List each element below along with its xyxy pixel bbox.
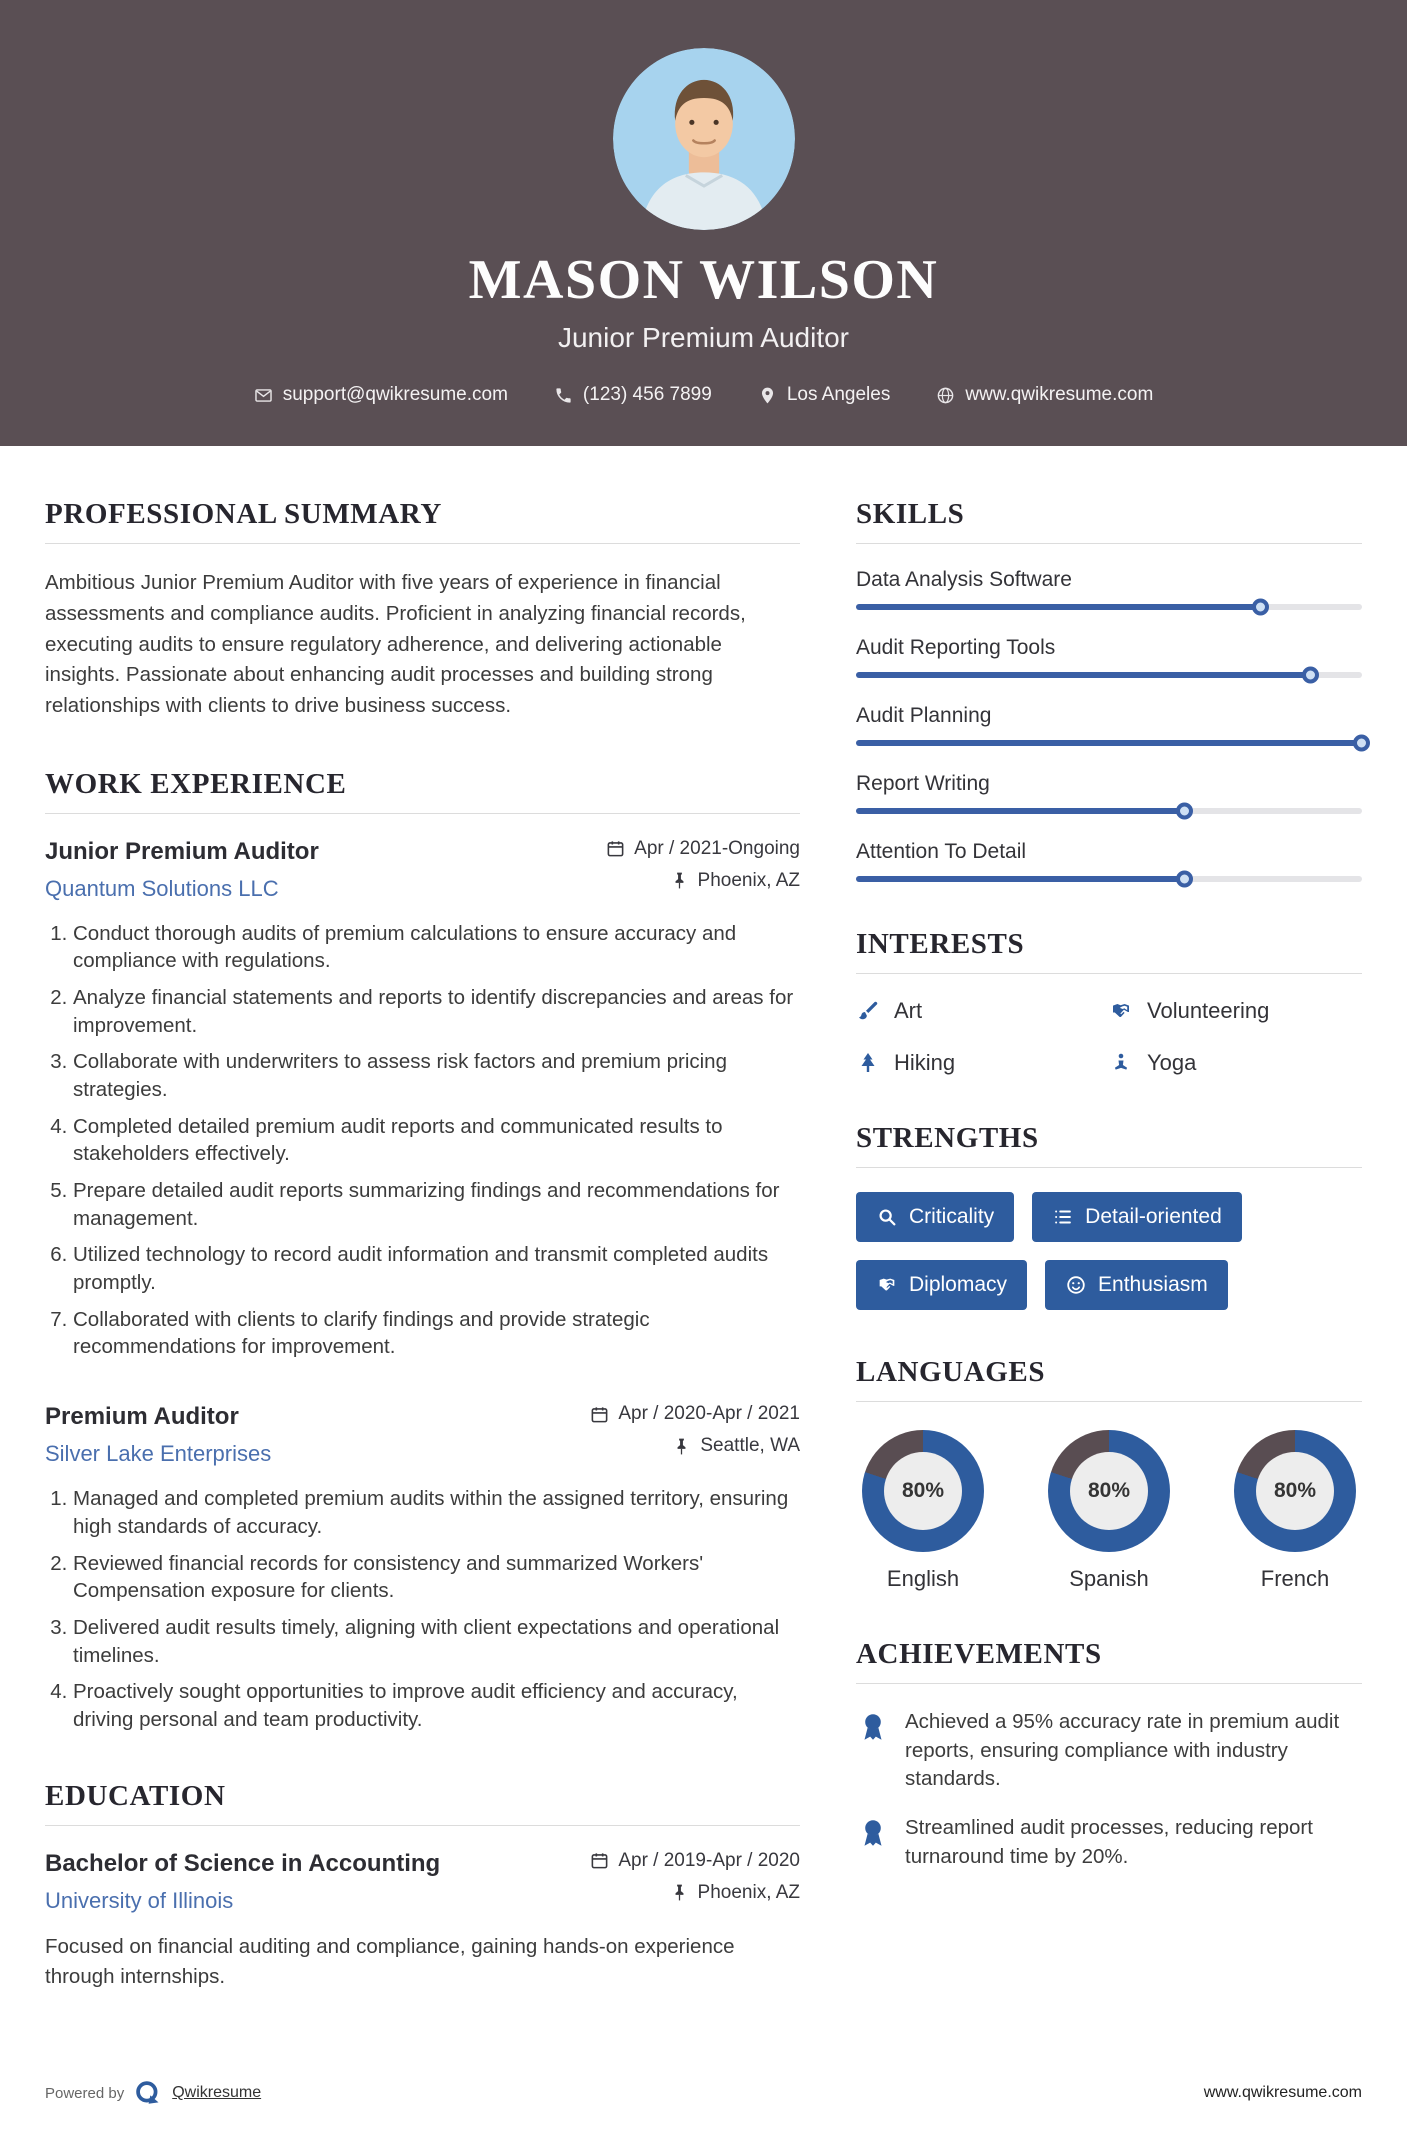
contact-website[interactable] [936,384,1153,406]
magnifier-icon [876,1206,898,1228]
job-bullet: 7. Collaborated with clients to clarify findings and provide strategic recommendations for improvement. [73,1306,800,1361]
achievement-item [856,1708,1362,1794]
job-bullet: 4. Proactively sought opportunities to improve audit efficiency and accuracy, driving personal and team productivity. [73,1678,800,1733]
education-title-block [45,1850,440,1914]
hands-icon [1109,999,1133,1023]
language-donut-chart [862,1430,984,1552]
award-icon [856,1710,890,1744]
skills-heading: SKILLS [856,498,1362,544]
calendar-icon [590,1405,609,1424]
section-languages [856,1356,1362,1592]
donut-hole [1070,1452,1148,1530]
left-column [45,498,800,2039]
footer-website: www.qwikresume.com [1203,2084,1362,2102]
skill-item [856,704,1362,746]
job-location-text: Phoenix, AZ [697,869,800,891]
strength-label: Enthusiasm [1098,1273,1208,1296]
education-location [590,1882,800,1904]
language-percent: 80% [901,1479,945,1502]
footer-branding [45,2079,261,2107]
job-dates-text: Apr / 2020-Apr / 2021 [618,1403,800,1425]
job-dates [590,1403,800,1425]
skill-bar-fill [856,604,1261,610]
interest-item [856,1050,1109,1076]
job-location-text: Seattle, WA [700,1435,800,1457]
email-icon [254,386,273,405]
pushpin-icon [670,1883,689,1902]
strength-badge [856,1260,1027,1310]
skill-label: Report Writing [856,772,990,795]
skill-bar-fill [856,876,1185,882]
section-education [45,1780,800,1994]
interest-item [856,998,1109,1024]
language-percent: 80% [1273,1479,1317,1502]
contact-phone[interactable] [554,384,712,406]
job-bullet: 2. Analyze financial statements and reports to identify discrepancies and areas for improvement. [73,984,800,1039]
education-meta-block [590,1850,800,1914]
job-dates-text: Apr / 2021-Ongoing [634,837,800,859]
degree-title: Bachelor of Science in Accounting [45,1849,441,1877]
skill-item [856,636,1362,678]
skill-label: Data Analysis Software [856,568,1072,591]
header [0,0,1407,446]
language-item [1048,1430,1170,1592]
company-link[interactable]: Quantum Solutions LLC [45,875,279,901]
job-bullet: 3. Collaborate with underwriters to assess risk factors and premium pricing strategies. [73,1048,800,1103]
job-bullet: 5. Prepare detailed audit reports summarizing findings and recommendations for management. [73,1177,800,1232]
location-pin-icon [758,386,777,405]
pushpin-icon [672,1437,691,1456]
phone-icon [554,386,573,405]
achievement-text: Streamlined audit processes, reducing report turnaround time by 20%. [905,1816,1313,1868]
education-dates [590,1850,800,1872]
skill-bar [856,604,1362,610]
strengths-list [856,1192,1362,1310]
job-entry [45,838,800,1361]
contact-email[interactable] [254,384,508,406]
job-bullet-list [45,920,800,1361]
skill-label: Attention To Detail [856,840,1027,863]
strength-label: Detail-oriented [1085,1205,1222,1228]
tree-icon [856,1051,880,1075]
job-bullet: 6. Utilized technology to record audit information and transmit completed audits promptly. [73,1241,800,1296]
strength-label: Criticality [909,1205,995,1228]
skill-bar [856,808,1362,814]
skill-knob [1176,803,1193,820]
job-bullet: 1. Managed and completed premium audits within the assigned territory, ensuring high standards of accuracy. [73,1485,800,1540]
job-dates [606,838,800,860]
powered-by-label: Powered by [45,2084,125,2102]
skill-knob [1252,599,1269,616]
strength-badge [856,1192,1014,1242]
skill-knob [1353,735,1370,752]
job-bullet: 4. Completed detailed premium audit reports and communicated results to stakeholders effectively. [73,1113,800,1168]
strength-badge [1045,1260,1228,1310]
summary-heading: PROFESSIONAL SUMMARY [45,498,800,544]
job-header [45,1403,800,1467]
job-bullet-list [45,1485,800,1733]
summary-text: Ambitious Junior Premium Auditor with five years of experience in financial assessments and compliance audits. Proficient in analyzing financial records, executing audits to ensure regulatory adherence, and delivering actionable insights. Passionate about enhancing audit processes and building strong relationships with clients to drive business success. [45,571,746,717]
strength-badge [1032,1192,1242,1242]
content [0,446,1407,2069]
job-meta-block [590,1403,800,1467]
qwikresume-logo-icon [134,2079,162,2107]
globe-icon [936,386,955,405]
language-label: French [1260,1566,1330,1591]
skill-bar [856,672,1362,678]
handshake-icon [876,1274,898,1296]
skill-item [856,568,1362,610]
job-header [45,838,800,902]
experience-heading: WORK EXPERIENCE [45,768,800,814]
footer [0,2069,1407,2137]
language-percent: 80% [1087,1479,1131,1502]
email-text: support@qwikresume.com [282,384,508,405]
language-item [862,1430,984,1592]
achievement-text: Achieved a 95% accuracy rate in premium audit reports, ensuring compliance with industry standards. [905,1710,1340,1791]
job-bullet: 2. Reviewed financial records for consistency and summarized Workers' Compensation exposure for clients. [73,1550,800,1605]
section-skills [856,498,1362,882]
languages-row [856,1426,1362,1592]
school-link[interactable]: University of Illinois [45,1887,234,1913]
section-professional-summary [45,498,800,722]
job-title: Junior Premium Auditor [45,837,319,865]
candidate-title: Junior Premium Auditor [557,322,849,353]
job-title-block [45,1403,271,1467]
skill-item [856,840,1362,882]
education-description: Focused on financial auditing and compliance, gaining hands-on experience through internships. [45,1934,735,1989]
strength-label: Diplomacy [909,1273,1008,1296]
skill-knob [1302,667,1319,684]
avatar-illustration [613,48,795,230]
section-strengths [856,1122,1362,1310]
language-donut-chart [1048,1430,1170,1552]
job-meta-block [606,838,800,902]
interests-heading: INTERESTS [856,928,1362,974]
education-heading: EDUCATION [45,1780,800,1826]
interest-label: Hiking [894,1050,956,1075]
interest-item [1109,1050,1362,1076]
paintbrush-icon [856,999,880,1023]
skill-bar-fill [856,808,1185,814]
location-text: Los Angeles [786,384,891,405]
donut-hole [884,1452,962,1530]
education-dates-text: Apr / 2019-Apr / 2020 [618,1849,800,1871]
donut-hole [1256,1452,1334,1530]
interest-label: Yoga [1147,1050,1197,1075]
calendar-icon [606,839,625,858]
contact-row [20,384,1387,406]
right-column [856,498,1362,2039]
skill-bar-fill [856,672,1311,678]
list-icon [1052,1206,1074,1228]
job-bullet: 3. Delivered audit results timely, aligning with client expectations and operational timelines. [73,1614,800,1669]
candidate-name: MASON WILSON [468,249,939,311]
language-donut-chart [1234,1430,1356,1552]
section-achievements [856,1638,1362,1871]
language-label: English [886,1566,960,1591]
job-bullet: 1. Conduct thorough audits of premium calculations to ensure accuracy and compliance with regulations. [73,920,800,975]
section-work-experience [45,768,800,1734]
interest-label: Volunteering [1147,998,1270,1023]
section-interests [856,928,1362,1076]
job-entry [45,1403,800,1733]
job-title: Premium Auditor [45,1403,239,1431]
skill-bar-fill [856,740,1362,746]
skill-item [856,772,1362,814]
company-link[interactable]: Silver Lake Enterprises [45,1441,272,1467]
interest-label: Art [894,998,923,1023]
skill-knob [1176,871,1193,888]
pushpin-icon [670,871,689,890]
education-location-text: Phoenix, AZ [697,1881,800,1903]
skill-bar [856,876,1362,882]
interest-item [1109,998,1362,1024]
strengths-heading: STRENGTHS [856,1122,1362,1168]
calendar-icon [590,1851,609,1870]
education-header [45,1850,800,1914]
skill-label: Audit Planning [856,704,992,727]
contact-location [758,384,891,406]
language-label: Spanish [1069,1566,1149,1591]
profile-photo [613,48,795,230]
yoga-icon [1109,1051,1133,1075]
website-text: www.qwikresume.com [965,384,1154,405]
language-item [1234,1430,1356,1592]
skill-label: Audit Reporting Tools [856,636,1056,659]
achievements-heading: ACHIEVEMENTS [856,1638,1362,1684]
phone-text: (123) 456 7899 [582,384,712,405]
job-location [590,1435,800,1457]
award-icon [856,1816,890,1850]
smiley-icon [1065,1274,1087,1296]
achievement-item [856,1814,1362,1871]
qwikresume-link[interactable]: Qwikresume [172,2084,262,2102]
job-title-block [45,838,319,902]
interests-grid [856,998,1362,1076]
languages-heading: LANGUAGES [856,1356,1362,1402]
job-location [606,870,800,892]
skill-bar [856,740,1362,746]
